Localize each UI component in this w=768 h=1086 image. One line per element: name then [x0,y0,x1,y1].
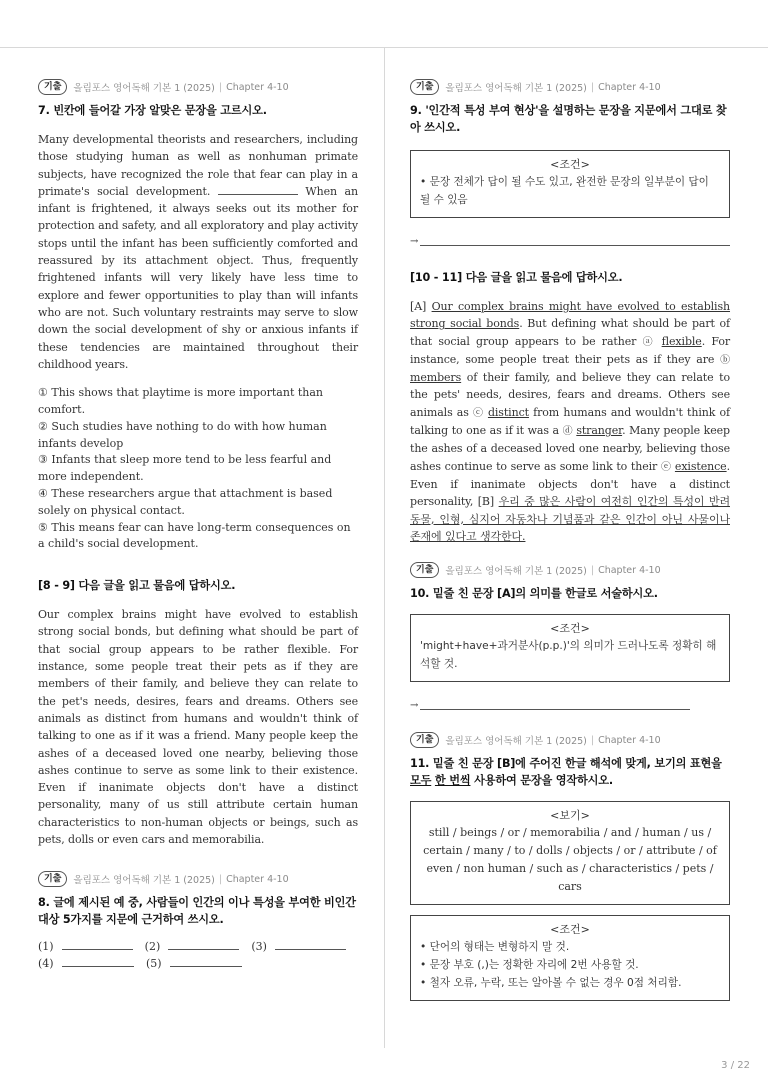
option-5[interactable]: ⑤ This means fear can have long-term consequences on a child's social development. [38,520,351,551]
q7-title: 7. 빈칸에 들어갈 가장 알맞은 문장을 고르시오. [38,104,267,117]
q9-title: 9. '인간적 특성 부여 현상'을 설명하는 문장을 지문에서 그대로 찾아 쓰시오. [410,104,727,134]
q11-bogi-box: <보기> still / beings / or / memorabilia / and / human / us / certain / many / to / dolls / objects / or / attribute / of even / non human / such as / characteristics / pets / cars [410,801,730,905]
exam-tag: 기출 [38,79,67,95]
section-8-9-passage: Our complex brains might have evolved to establish strong social bonds, but defining what should be part of that social group appears to be rather flexible. For instance, some people treat their pets as if they are members of their family, and believe they can relate to the pet's needs, desires, fears and dreams. Others see animals as distinct from humans and wouldn't think of talking to one as if it was a friend. Many people keep the ashes of a deceased loved one nearby, believing those ashes continue to serve as some link to their existence. Even if inanimate objects don't have a distinct personality, many of us still attribute certain human characteristics to non-human objects or beings, such as pets, dolls or even cars and memorabilia. [38,608,358,846]
source-label: 올림포스 영어독해 기본 1 (2025) [445,83,587,94]
left-column [38,78,358,972]
page-number: 3 / 22 [721,1060,750,1071]
exam-tag: 기출 [410,732,439,748]
q11-title: 11. 밑줄 친 문장 [B]에 주어진 한글 해석에 맞게, 보기의 표현을 모두 한 번씩 사용하여 문장을 영작하시오. [410,757,722,788]
right-column [410,78,730,1001]
chapter-label: Chapter 4-10 [598,81,661,93]
q10-condition-box: <조건> 'might+have+과거분사(p.p.)'의 의미가 드러나도록 정확히 해석할 것. [410,614,730,682]
q9-answer-line[interactable]: → [410,236,730,247]
answer-blank-5[interactable] [170,956,242,967]
answer-blank-3[interactable] [275,939,346,950]
answer-blank-1[interactable] [62,939,133,950]
exam-tag: 기출 [38,871,67,887]
source-label: 올림포스 영어독해 기본 1 (2025) [445,566,587,578]
exam-tag: 기출 [410,79,439,95]
option-4[interactable]: ④ These researchers argue that attachment is based solely on physical contact. [38,486,333,517]
exam-tag: 기출 [410,562,439,578]
source-tag-row: 기출 올림포스 영어독해 기본 1 (2025) | Chapter 4-10 [38,78,358,96]
q9-condition-box: <조건> • 문장 전체가 답이 될 수도 있고, 완전한 문장의 일부분이 답이 될 수 있음 [410,150,730,218]
source-tag-row: 기출 올림포스 영어독해 기본 1 (2025) | Chapter 4-10 [410,561,730,579]
section-10-11-title: [10 - 11] 다음 글을 읽고 물음에 답하시오. [410,271,623,284]
section-10-11-passage: [A] Our complex brains might have evolved to establish strong social bonds. But defining what should be part of that social group appears to be rather ⓐ flexible. For instance, some people treat their pets as if they are ⓑ members of their family, and believe they can relate to the pets' needs, desires, fears and dreams. Others see animals as ⓒ distinct from humans and wouldn't think of talking to one as if it was a ⓓ stranger. Many people keep the ashes of a deceased loved one nearby, believing those ashes continue to serve as some link to their ⓔ existence. Even if inanimate objects don't have a distinct personality, [B] 우리 중 많은 사람이 여전히 인간의 특성이 반려동물, 인형, 심지어 자동차나 기념품과 같은 인간이 아닌 사물이나 존재에 있다고 생각한다. [410,300,731,543]
q7-blank [218,185,298,195]
chapter-label: Chapter 4-10 [226,873,289,885]
q7-passage: Many developmental theorists and researchers, including those studying human as well as nonhuman primate subjects, have recognized the role that fear can play in a primate's social development. When an infant is frightened, it always seeks out its mother for protection and safety, and all exploratory and play activity stops until the infant has been sufficiently comforted and reassured by its attachment object. Thus, frequently frightened infants will very likely have less time to explore and fewer opportunities to play than will infants who are not. Such voluntary restraints may serve to slow down the social development of shy or anxious infants if these tendencies are maintained throughout their childhood years. [38,133,358,371]
option-2[interactable]: ② Such studies have nothing to do with how human infants develop [38,419,327,450]
chapter-label: Chapter 4-10 [598,734,661,746]
chapter-label: Chapter 4-10 [598,564,661,576]
source-tag-row: 기출 올림포스 영어독해 기본 1 (2025) | Chapter 4-10 [38,870,358,888]
q11-condition-box: <조건> • 단어의 형태는 변형하지 말 것. • 문장 부호 (,)는 정확한 자리에 2번 사용할 것. • 철자 오류, 누락, 또는 알아볼 수 없는 경우 0점 처리함. [410,915,730,1001]
q7-options [38,385,358,553]
source-label: 올림포스 영어독해 기본 1 (2025) [73,83,215,94]
q10-title: 10. 밑줄 친 문장 [A]의 의미를 한글로 서술하시오. [410,587,658,601]
column-divider [384,48,385,1048]
source-label: 올림포스 영어독해 기본 1 (2025) [445,736,587,748]
q10-answer-line[interactable]: → [410,700,690,711]
answer-blank-4[interactable] [62,956,134,967]
source-tag-row: 기출 올림포스 영어독해 기본 1 (2025) | Chapter 4-10 [410,78,730,96]
q8-title: 8. 글에 제시된 예 중, 사람들이 인간의 이나 특성을 부여한 비인간 대상 5가지를 지문에 근거하여 쓰시오. [38,896,356,927]
q8-answer-blanks: (1) (2) (3) (4) (5) [38,938,358,972]
section-8-9-title: [8 - 9] 다음 글을 읽고 물음에 답하시오. [38,579,236,593]
chapter-label: Chapter 4-10 [226,81,289,93]
source-tag-row: 기출 올림포스 영어독해 기본 1 (2025) | Chapter 4-10 [410,731,730,749]
source-label: 올림포스 영어독해 기본 1 (2025) [73,875,215,887]
answer-blank-2[interactable] [168,939,239,950]
option-3[interactable]: ③ Infants that sleep more tend to be less fearful and more independent. [38,453,332,484]
option-1[interactable]: ① This shows that playtime is more important than comfort. [38,386,324,416]
